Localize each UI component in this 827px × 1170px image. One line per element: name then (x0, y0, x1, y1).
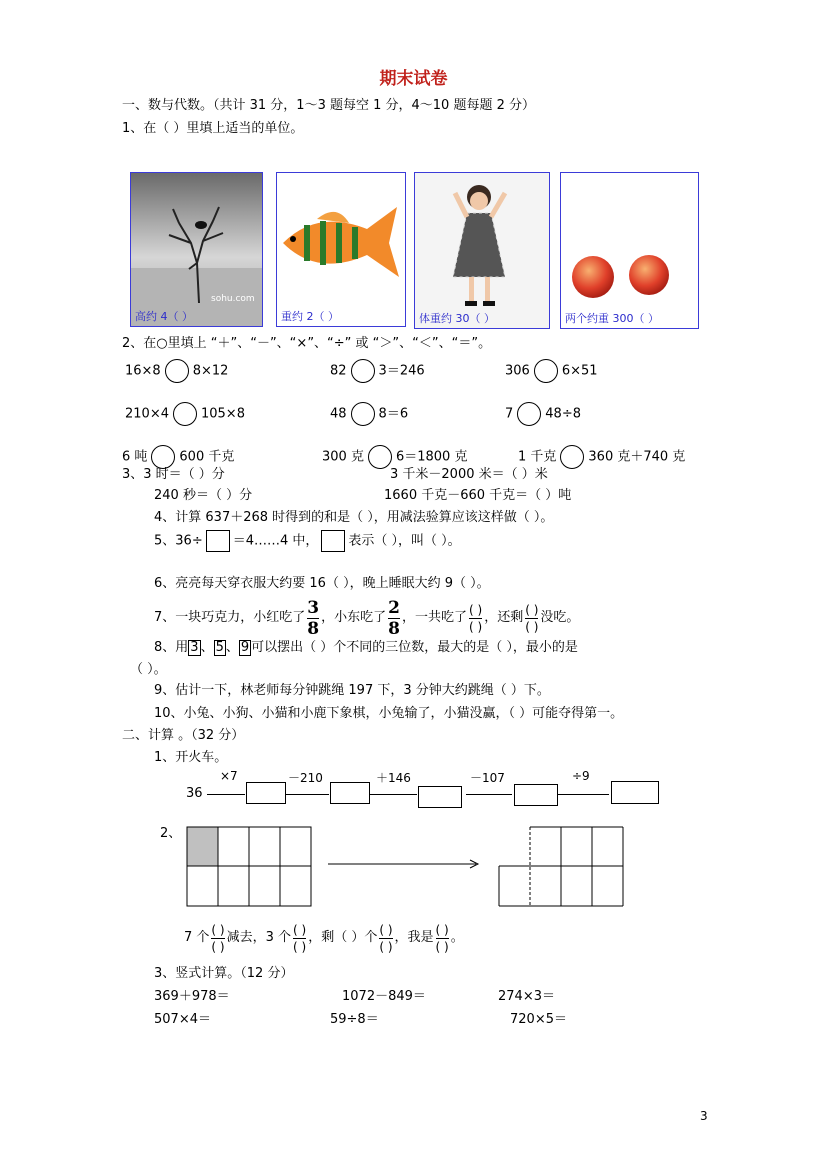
calc-item: 1072－849＝ (342, 989, 426, 1004)
calc-item: 274×3＝ (498, 989, 555, 1004)
calc-1: 1、开火车。 (154, 750, 228, 765)
fraction-3-8: $\frac{3}{8}$ (307, 597, 320, 639)
question-3a: 3、3 时＝（ ）分 (122, 467, 225, 482)
question-6: 6、亮亮每天穿衣服大约要 16（ ），晚上睡眠大约 9（ ）。 (154, 576, 490, 591)
q2-item-3-3: 1 千克 360 克＋740 克 (518, 445, 685, 469)
watermark: sohu.com (211, 294, 255, 304)
digit-card: 5 (215, 640, 224, 655)
question-7: 7、一块巧克力，小红吃了 $\frac{3}{8}$ ，小东吃了 $\frac{2}{8}$ ，一共吃了 $\frac{( )}{( )}$ ，还剩 $\frac{( )}{( )}$ 没吃。 (154, 597, 580, 639)
q2-item-1-3: 306 6×51 (505, 359, 598, 383)
tree-caption: 高约 4（ ） (135, 310, 193, 323)
answer-circle[interactable] (351, 359, 375, 383)
fish-caption: 重约 2（ ） (281, 310, 339, 323)
calc-item: 369＋978＝ (154, 989, 230, 1004)
question-1: 1、在（ ）里填上适当的单位。 (122, 121, 304, 136)
train-box-1[interactable] (246, 782, 286, 804)
q2-item-3-1: 6 吨 600 千克 (122, 445, 234, 469)
answer-circle[interactable] (173, 402, 197, 426)
digit-card: 3 (190, 640, 199, 655)
fish-illustration (277, 173, 405, 326)
peach-illustration (561, 173, 698, 328)
peach-caption: 两个约重 300（ ） (565, 312, 659, 325)
answer-circle[interactable] (517, 402, 541, 426)
answer-circle[interactable] (534, 359, 558, 383)
question-3d: 1660 千克－660 千克＝（ ）吨 (384, 488, 572, 503)
train-op-5: ÷9 (572, 769, 590, 783)
train-op-4: －107 (470, 771, 505, 785)
q2-item-2-1: 210×4 105×8 (125, 402, 245, 426)
calc-item: 507×4＝ (154, 1012, 211, 1027)
answer-fraction[interactable]: $\frac{( )}{( )}$ (525, 602, 539, 634)
train-op-3: ＋146 (376, 771, 411, 785)
q2-item-3-2: 300 克 6＝1800 克 (322, 445, 467, 469)
digit-card: 9 (240, 640, 250, 655)
girl-picture (414, 172, 550, 329)
q2-item-1-2: 82 3＝246 (330, 359, 425, 383)
tree-picture (130, 172, 263, 327)
section-2-heading: 二、计算 。（32 分） (122, 728, 245, 743)
answer-fraction[interactable]: $\frac{( )}{( )}$ (211, 922, 225, 954)
calc-item: 720×5＝ (510, 1012, 567, 1027)
question-2: 2、在○里填上 “＋”、“－”、“×”、“÷” 或 “＞”、“＜”、“＝”。 (122, 336, 492, 351)
answer-fraction[interactable]: $\frac{( )}{( )}$ (469, 602, 483, 634)
answer-circle[interactable] (560, 445, 584, 469)
question-8: 8、用 3 、 5 、 9 可以摆出（ ）个不同的三位数，最大的是（ ），最小的是 (154, 640, 578, 655)
calc-2-answer: 7 个 $\frac{( )}{( )}$ 减去，3 个 $\frac{( )}{( )}$ ，剩（ ）个 $\frac{( )}{( )}$ ，我是 $\frac{( )}{( )}$ 。 (184, 922, 464, 954)
train-op-2: －210 (288, 771, 323, 785)
train-box-5[interactable] (611, 781, 659, 804)
train-box-2[interactable] (330, 782, 370, 804)
question-5: 5、36÷ ＝4……4 中， 表示（ ），叫（ ）。 (154, 530, 461, 552)
q2-item-1-1: 16×8 8×12 (125, 359, 228, 383)
girl-illustration (415, 173, 549, 328)
question-3c: 240 秒＝（ ）分 (154, 488, 253, 503)
answer-circle[interactable] (368, 445, 392, 469)
answer-circle[interactable] (165, 359, 189, 383)
question-10: 10、小兔、小狗、小猫和小鹿下象棋，小兔输了，小猫没赢，（ ）可能夺得第一。 (154, 706, 624, 721)
fraction-grids (180, 820, 630, 912)
page-title: 期末试卷 (379, 69, 448, 89)
answer-box[interactable] (321, 530, 345, 552)
girl-caption: 体重约 30（ ） (419, 312, 495, 325)
q2-item-2-2: 48 8＝6 (330, 402, 408, 426)
answer-circle[interactable] (351, 402, 375, 426)
question-8-cont: （ ）。 (130, 662, 167, 677)
question-9: 9、估计一下，林老师每分钟跳绳 197 下，3 分钟大约跳绳（ ）下。 (154, 683, 550, 698)
fraction-2-8: $\frac{2}{8}$ (388, 597, 400, 639)
answer-fraction[interactable]: $\frac{( )}{( )}$ (379, 922, 393, 954)
answer-fraction[interactable]: $\frac{( )}{( )}$ (435, 922, 449, 954)
calc-2: 2、 (160, 826, 182, 841)
train-box-3[interactable] (418, 786, 462, 808)
question-3b: 3 千米－2000 米＝（ ）米 (390, 467, 548, 482)
tree-illustration (131, 173, 262, 326)
answer-circle[interactable] (151, 445, 175, 469)
fish-picture (276, 172, 406, 327)
section-1-heading: 一、数与代数。（共计 31 分，1～3 题每空 1 分，4～10 题每题 2 分） (122, 98, 535, 113)
train-op-1: ×7 (220, 769, 238, 783)
page-number: 3 (700, 1109, 708, 1123)
answer-box[interactable] (206, 530, 230, 552)
train-start: 36 (186, 786, 203, 801)
answer-fraction[interactable]: $\frac{( )}{( )}$ (293, 922, 307, 954)
calc-3: 3、竖式计算。（12 分） (154, 966, 294, 981)
train-box-4[interactable] (514, 784, 558, 806)
peach-picture (560, 172, 699, 329)
question-4: 4、计算 637＋268 时得到的和是（ ），用减法验算应该这样做（ ）。 (154, 510, 554, 525)
calc-item: 59÷8＝ (330, 1012, 379, 1027)
q2-item-2-3: 7 48÷8 (505, 402, 581, 426)
